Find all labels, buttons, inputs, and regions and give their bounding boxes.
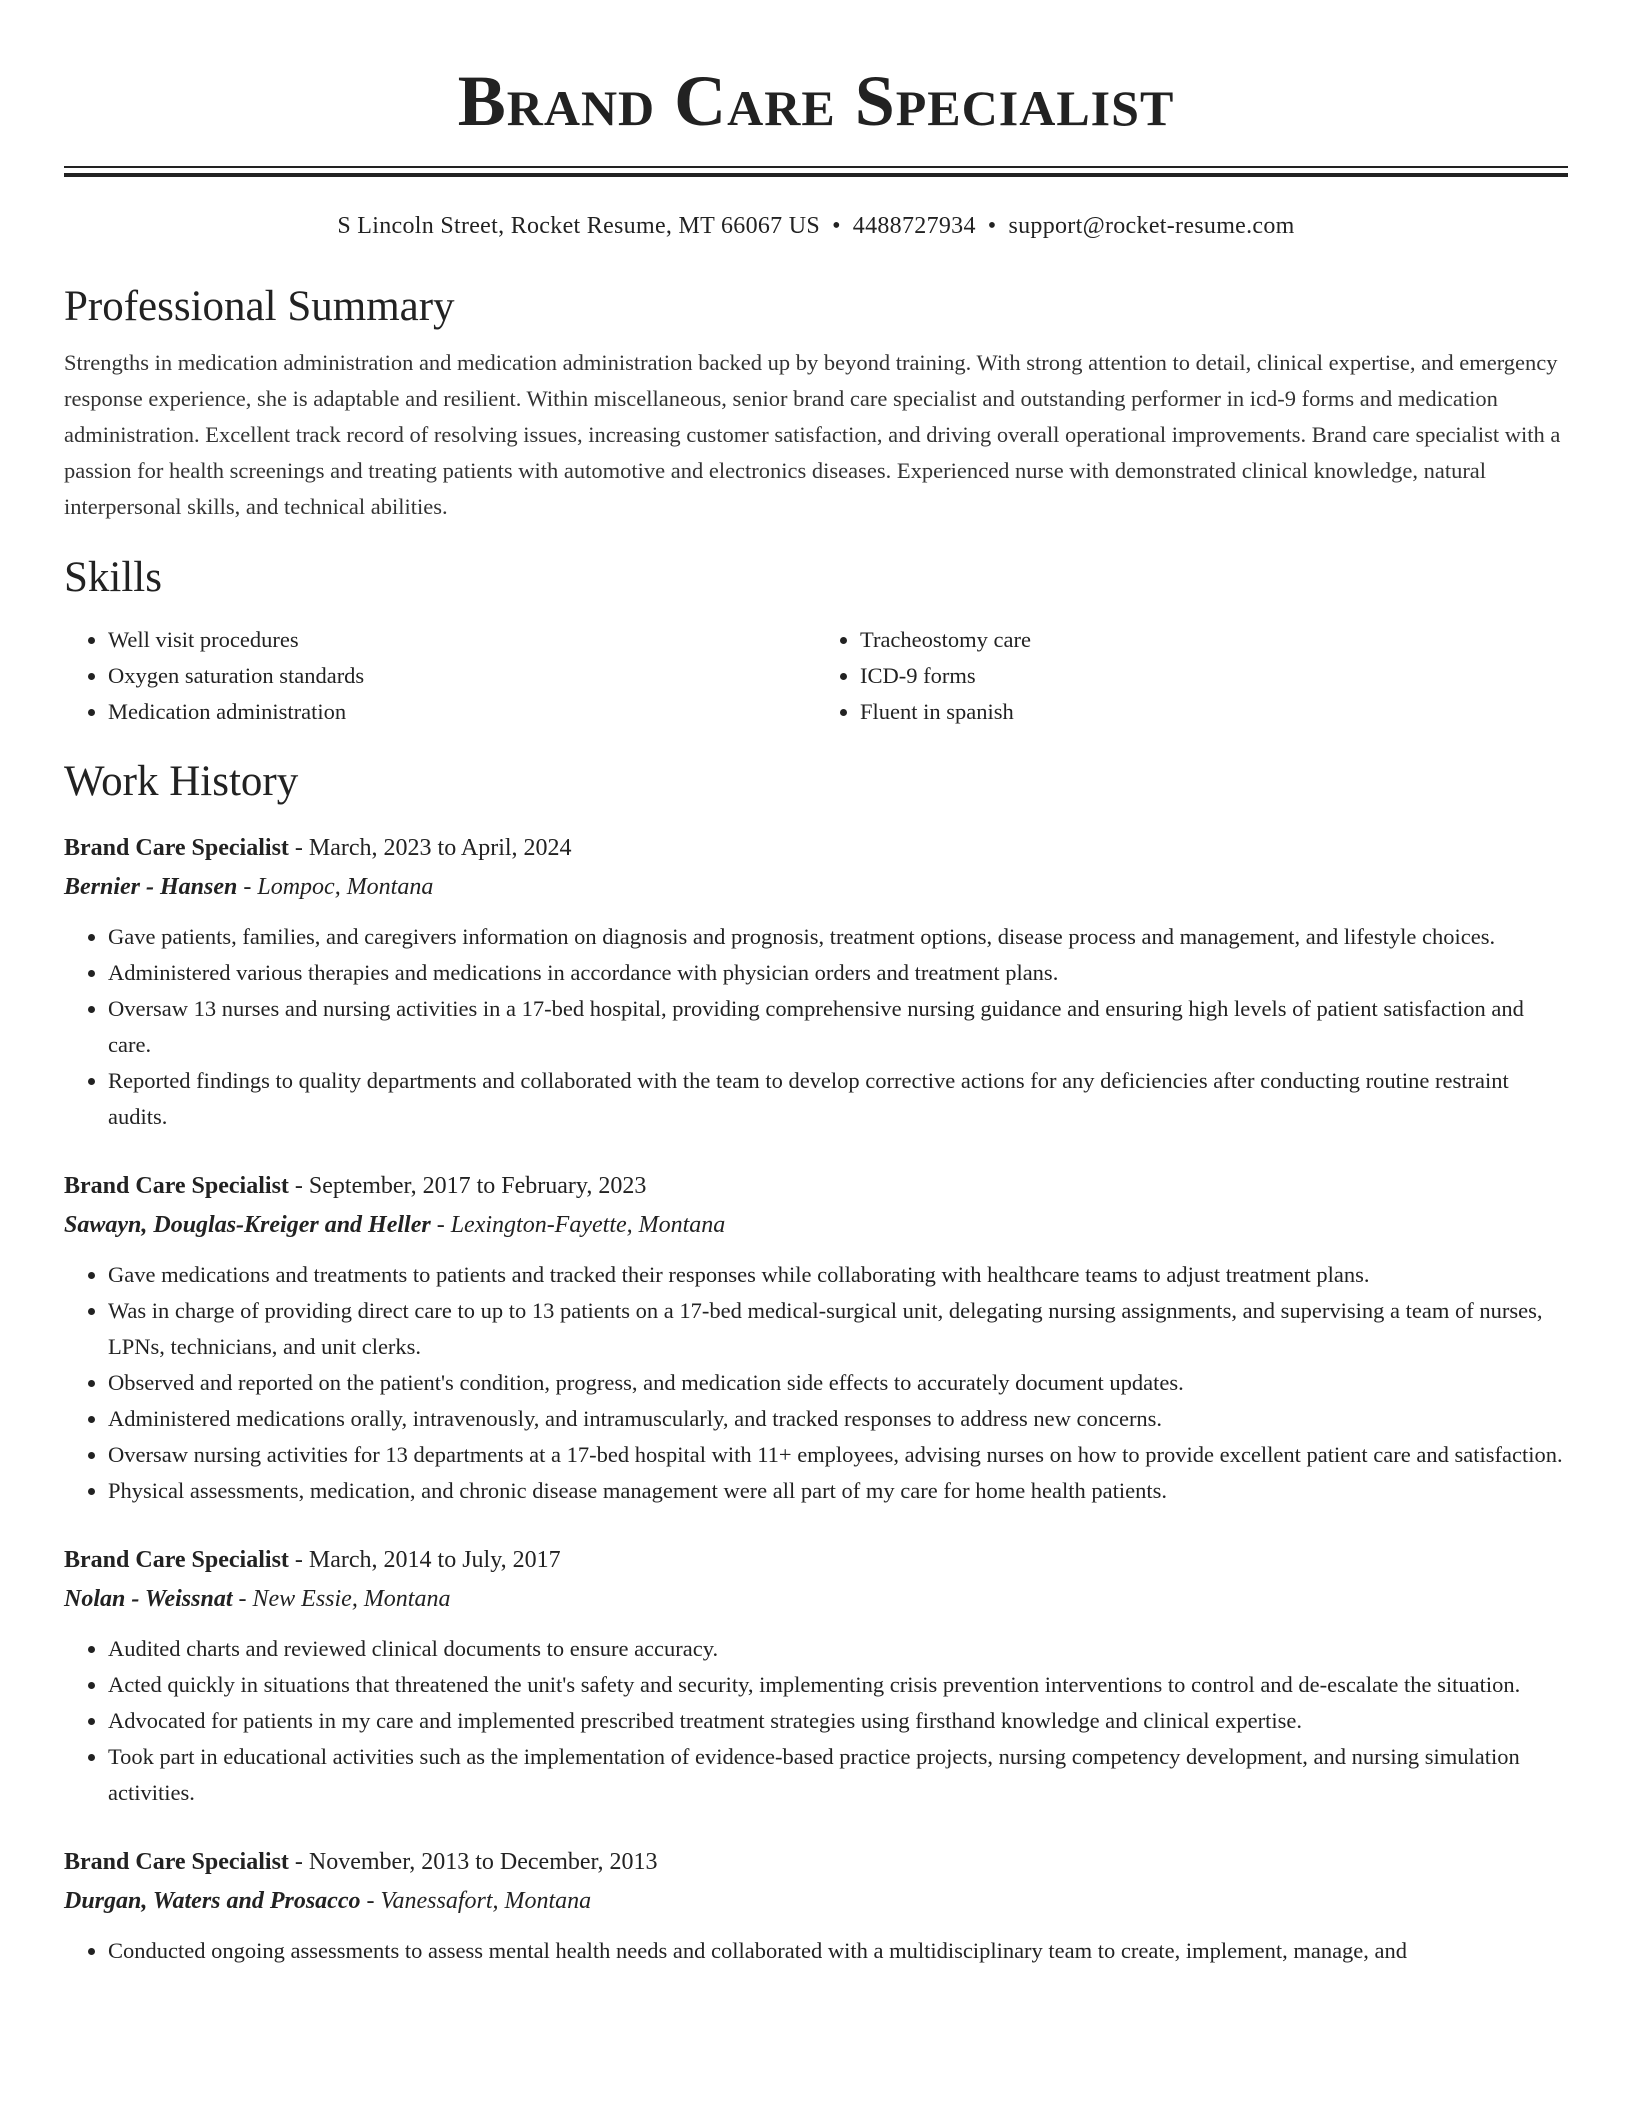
- job-bullet: • Acted quickly in situations that threatened the unit's safety and security, implementing crisis prevention interventions to control and de-escalate the situation.: [108, 1667, 1568, 1703]
- contact-address: S Lincoln Street, Rocket Resume, MT 66067 US: [337, 213, 821, 239]
- job-bullet: • Took part in educational activities such as the implementation of evidence-based practice projects, nursing competency development, and nursing simulation activities.: [108, 1739, 1568, 1811]
- job-bullets: [64, 1257, 1568, 1509]
- job-entry: [64, 1843, 1568, 1969]
- job-company-line: [64, 1881, 1568, 1921]
- job-entry: [64, 1541, 1568, 1811]
- contact-line: [64, 211, 1568, 241]
- skill-item: • ICD-9 forms: [860, 658, 1568, 694]
- job-title-line: [64, 1167, 1568, 1205]
- job-dash: -: [430, 1212, 451, 1238]
- job-bullet: • Physical assessments, medication, and chronic disease management were all part of my care for home health patients.: [108, 1473, 1568, 1509]
- job-bullet: • Oversaw nursing activities for 13 departments at a 17-bed hospital with 11+ employees, advising nurses on how to provide excellent patient care and satisfaction.: [108, 1437, 1568, 1473]
- job-dates: November, 2013 to December, 2013: [308, 1849, 658, 1875]
- job-title-line: [64, 1843, 1568, 1881]
- contact-separator: •: [987, 213, 997, 239]
- job-location: Lompoc, Montana: [257, 874, 434, 900]
- summary-heading: Professional Summary: [64, 283, 455, 330]
- job-company: Bernier - Hansen: [64, 874, 238, 900]
- job-title: Brand Care Specialist: [64, 1547, 289, 1573]
- job-dates: March, 2023 to April, 2024: [308, 835, 572, 861]
- job-bullets: [64, 1933, 1568, 1969]
- job-dash: -: [288, 1173, 309, 1199]
- job-bullet: • Observed and reported on the patient's condition, progress, and medication side effects to accurately document updates.: [108, 1365, 1568, 1401]
- job-title-line: [64, 829, 1568, 867]
- job-dash: -: [288, 1849, 309, 1875]
- job-company: Sawayn, Douglas-Kreiger and Heller: [64, 1212, 431, 1238]
- job-bullets: [64, 1631, 1568, 1811]
- job-bullet: • Gave patients, families, and caregivers information on diagnosis and prognosis, treatment options, disease process and management, and lifestyle choices.: [108, 919, 1568, 955]
- skills-heading: Skills: [64, 554, 162, 601]
- skills-columns: [64, 622, 1568, 730]
- job-title-line: [64, 1541, 1568, 1579]
- contact-phone: 4488727934: [852, 213, 976, 239]
- job-company-line: [64, 867, 1568, 907]
- job-location: Lexington-Fayette, Montana: [450, 1212, 726, 1238]
- job-bullets: [64, 919, 1568, 1135]
- job-location: Vanessafort, Montana: [380, 1888, 592, 1914]
- job-entry: [64, 829, 1568, 1135]
- skills-list-right: [816, 622, 1568, 730]
- job-bullet: • Gave medications and treatments to patients and tracked their responses while collaborating with healthcare teams to adjust treatment plans.: [108, 1257, 1568, 1293]
- job-entry: [64, 1167, 1568, 1509]
- job-company: Nolan - Weissnat: [64, 1586, 233, 1612]
- job-company: Durgan, Waters and Prosacco: [64, 1888, 361, 1914]
- job-dash: -: [232, 1586, 253, 1612]
- job-bullet: • Reported findings to quality departments and collaborated with the team to develop corrective actions for any deficiencies after conducting routine restraint audits.: [108, 1063, 1568, 1135]
- job-bullet: • Was in charge of providing direct care to up to 13 patients on a 17-bed medical-surgical unit, delegating nursing assignments, and supervising a team of nurses, LPNs, technicians, and unit clerks.: [108, 1293, 1568, 1365]
- job-dash: -: [360, 1888, 381, 1914]
- job-company-line: [64, 1579, 1568, 1619]
- job-bullet: • Administered various therapies and medications in accordance with physician orders and treatment plans.: [108, 955, 1568, 991]
- job-company-line: [64, 1205, 1568, 1245]
- job-dash: -: [288, 1547, 309, 1573]
- summary-text: Strengths in medication administration and medication administration backed up by beyond training. With strong attention to detail, clinical expertise, and emergency response experience, she is adaptable and resilient. Within miscellaneous, senior brand care specialist and outstanding performer in icd-9 forms and medication administration. Excellent track record of resolving issues, increasing customer satisfaction, and driving overall operational improvements. Brand care specialist with a passion for health screenings and treating patients with automotive and electronics diseases. Experienced nurse with demonstrated clinical knowledge, natural interpersonal skills, and technical abilities.: [64, 350, 1561, 519]
- job-bullet: • Advocated for patients in my care and implemented prescribed treatment strategies using firsthand knowledge and clinical expertise.: [108, 1703, 1568, 1739]
- skill-item: • Fluent in spanish: [860, 694, 1568, 730]
- skill-item: • Well visit procedures: [108, 622, 816, 658]
- resume-name: Brand Care Specialist: [457, 61, 1175, 141]
- job-dates: September, 2017 to February, 2023: [308, 1173, 647, 1199]
- job-bullet: • Oversaw 13 nurses and nursing activities in a 17-bed hospital, providing comprehensive nursing guidance and ensuring high levels of patient satisfaction and care.: [108, 991, 1568, 1063]
- skill-item: • Tracheostomy care: [860, 622, 1568, 658]
- job-title: Brand Care Specialist: [64, 1849, 289, 1875]
- job-title: Brand Care Specialist: [64, 835, 289, 861]
- job-location: New Essie, Montana: [252, 1586, 451, 1612]
- header-double-rule: [64, 166, 1568, 177]
- job-dash: -: [288, 835, 309, 861]
- job-bullet: • Administered medications orally, intravenously, and intramuscularly, and tracked responses to address new concerns.: [108, 1401, 1568, 1437]
- resume-page: [64, 0, 1568, 1969]
- skill-item: • Oxygen saturation standards: [108, 658, 816, 694]
- job-dates: March, 2014 to July, 2017: [308, 1547, 561, 1573]
- job-title: Brand Care Specialist: [64, 1173, 289, 1199]
- job-dash: -: [237, 874, 258, 900]
- work-history-heading: Work History: [64, 758, 299, 805]
- job-bullet: • Audited charts and reviewed clinical documents to ensure accuracy.: [108, 1631, 1568, 1667]
- contact-separator: •: [832, 213, 841, 239]
- contact-email: support@rocket-resume.com: [1008, 213, 1295, 239]
- skills-list-left: [64, 622, 816, 730]
- skill-item: • Medication administration: [108, 694, 816, 730]
- job-bullet: • Conducted ongoing assessments to assess mental health needs and collaborated with a multidisciplinary team to create, implement, manage, and: [108, 1933, 1568, 1969]
